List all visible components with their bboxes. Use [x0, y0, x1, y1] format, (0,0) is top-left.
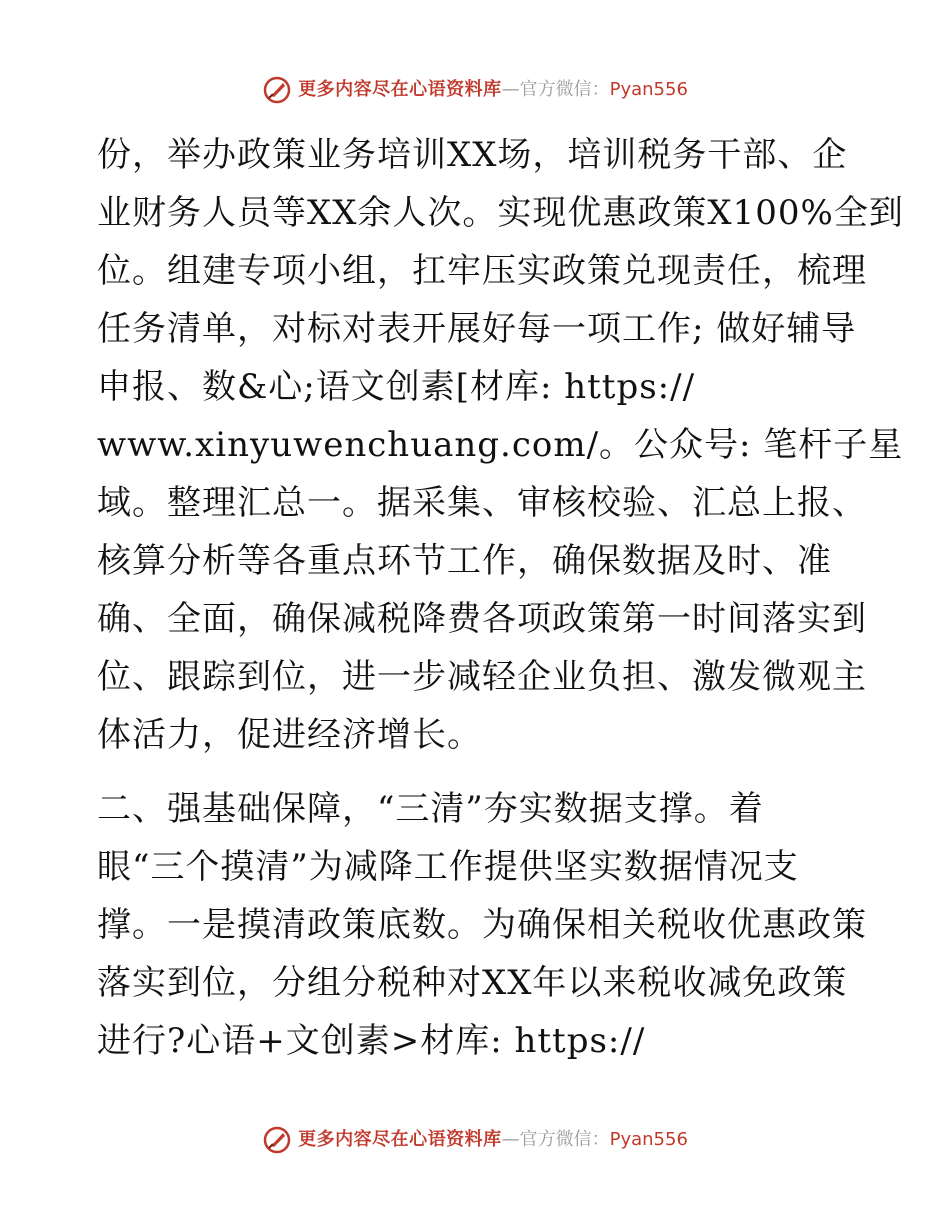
- paragraph-line: 核算分析等各重点环节工作，确保数据及时、准: [97, 541, 832, 581]
- paragraph-gap: [97, 764, 853, 780]
- header-watermark: [0, 70, 950, 110]
- paragraph-line: 申报、数&心;语文创素[材库: https://: [97, 367, 696, 407]
- paragraph-line: 域。整理汇总一。据采集、审核校验、汇总上报、: [97, 483, 867, 523]
- feather-logo-icon: [262, 1125, 292, 1155]
- document-body: [97, 126, 904, 1070]
- watermark-official-label: 官方微信：: [519, 79, 610, 100]
- watermark-official-label: 官方微信：: [519, 1129, 610, 1150]
- paragraph-line: www.xinyuwenchuang.com/。公众号: 笔杆子星: [97, 425, 904, 465]
- watermark-main-text: 更多内容尽在心语资料库: [298, 1129, 502, 1150]
- paragraph-line: 位、跟踪到位，进一步减轻企业负担、激发微观主: [97, 657, 867, 697]
- footer-watermark: [0, 1120, 950, 1160]
- watermark-wechat-id: Pyan556: [609, 1129, 688, 1150]
- paragraph-line: 确、全面，确保减税降费各项政策第一时间落实到: [97, 599, 867, 639]
- paragraph-line: 眼“三个摸清”为减降工作提供坚实数据情况支: [97, 847, 799, 887]
- paragraph-line: 落实到位，分组分税种对XX年以来税收减免政策: [97, 963, 848, 1003]
- paragraph-line: 位。组建专项小组，扛牢压实政策兑现责任，梳理: [97, 251, 867, 291]
- paragraph-line: 体活力，促进经济增长。: [97, 715, 482, 755]
- watermark-separator: —: [501, 1129, 520, 1150]
- paragraph-line: 撑。一是摸清政策底数。为确保相关税收优惠政策: [97, 905, 867, 945]
- watermark-wechat-id: Pyan556: [609, 79, 688, 100]
- paragraph-line: 任务清单，对标对表开展好每一项工作; 做好辅导: [97, 309, 857, 349]
- feather-logo-icon: [262, 75, 292, 105]
- paragraph-line: 份，举办政策业务培训XX场，培训税务干部、企: [97, 135, 848, 175]
- watermark-separator: —: [501, 79, 520, 100]
- paragraph-line: 进行?心语+文创素>材库: https://: [97, 1021, 646, 1061]
- paragraph-line: 业财务人员等XX余人次。实现优惠政策X100%全到: [97, 193, 904, 233]
- paragraph-line: 二、强基础保障，“三清”夯实数据支撑。着: [97, 789, 764, 829]
- watermark-main-text: 更多内容尽在心语资料库: [298, 79, 502, 100]
